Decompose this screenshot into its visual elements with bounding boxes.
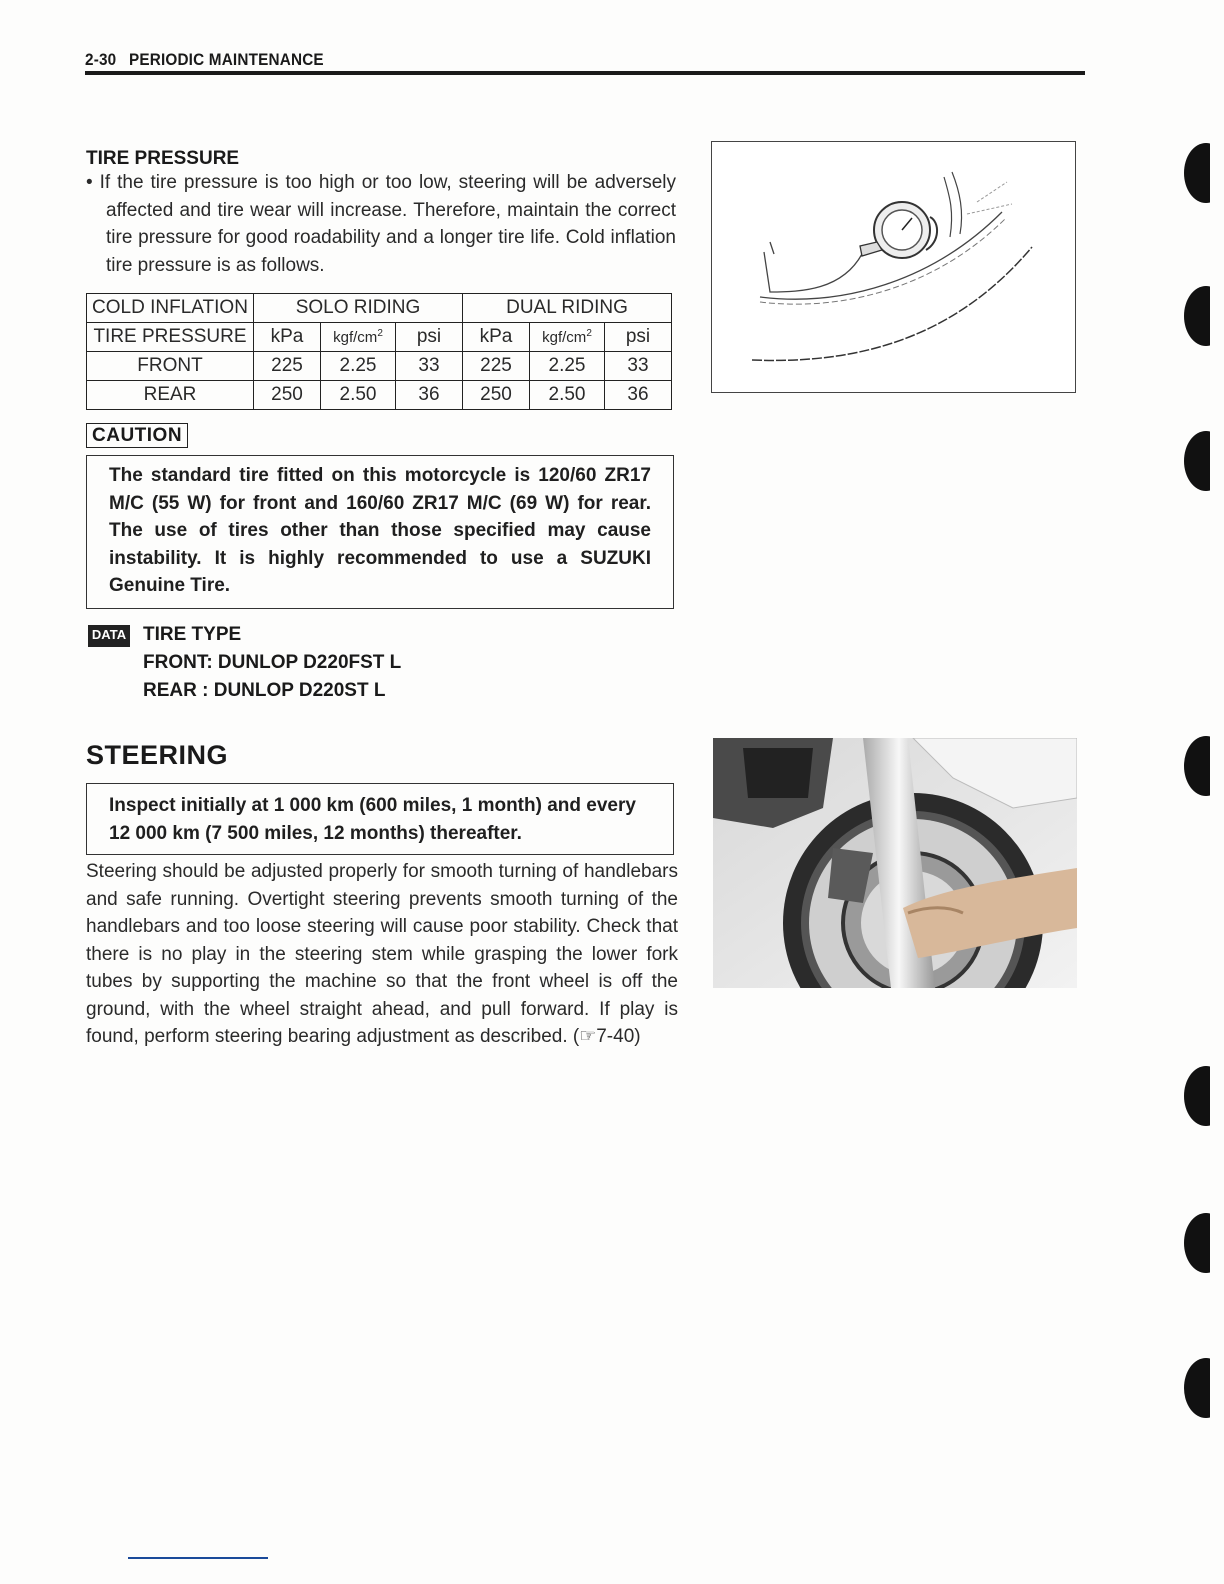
steering-check-photo — [713, 738, 1077, 988]
footer-rule — [128, 1557, 268, 1559]
steering-photo-drawing — [713, 738, 1077, 988]
value-cell: 250 — [254, 381, 321, 410]
dual-riding-header: DUAL RIDING — [463, 294, 672, 323]
table-row-header-2: TIRE PRESSURE — [87, 323, 254, 352]
tire-type-front: FRONT: DUNLOP D220FST L — [143, 652, 402, 673]
page-number: 2-30 — [85, 50, 117, 69]
value-cell: 33 — [396, 352, 463, 381]
tire-gauge-illustration — [711, 141, 1076, 393]
section-tab-marker — [1176, 1063, 1210, 1129]
unit-cell: kgf/$cm^2$ — [321, 323, 396, 352]
unit-cell: psi — [605, 323, 672, 352]
inspect-text: Inspect initially at 1 000 km (600 miles, 1 month) and every 12 000 km (7 500 miles, 12 months) thereafter. — [109, 795, 636, 844]
row-label: FRONT — [87, 352, 254, 381]
table-row — [87, 381, 672, 410]
tire-pressure-table — [86, 293, 672, 410]
tire-gauge-drawing — [712, 142, 1075, 392]
tire-type-rear: REAR : DUNLOP D220ST L — [143, 680, 386, 701]
page-header — [85, 50, 1075, 70]
caution-box — [86, 455, 674, 609]
section-tab-marker — [1176, 140, 1210, 206]
value-cell: 250 — [463, 381, 530, 410]
unit-cell: psi — [396, 323, 463, 352]
value-cell: 2.25 — [530, 352, 605, 381]
chapter-title: PERIODIC MAINTENANCE — [128, 50, 324, 69]
unit-cell: kPa — [254, 323, 321, 352]
value-cell: 225 — [463, 352, 530, 381]
tire-type-heading: TIRE TYPE — [143, 624, 242, 645]
caution-label: CAUTION — [86, 423, 188, 448]
section-tab-marker — [1176, 1355, 1210, 1421]
value-cell: 2.25 — [321, 352, 396, 381]
value-cell: 36 — [605, 381, 672, 410]
inspect-box — [86, 783, 674, 855]
tire-pressure-heading: TIRE PRESSURE — [86, 148, 240, 169]
value-cell: 33 — [605, 352, 672, 381]
section-tab-marker — [1176, 428, 1210, 494]
steering-body: Steering should be adjusted properly for smooth turning of handlebars and safe running. Overtight steering prevents smooth turning of the handlebars and too loose steering will cause poor stability. Check that there is no play in the steering stem while grasping the lower fork tubes by supporting the machine so that the front wheel is off the ground, with the wheel straight ahead, and pull forward. If play is found, perform steering bearing adjustment as described. (☞7-40) — [86, 861, 678, 1047]
section-tab-marker — [1176, 283, 1210, 349]
section-tab-marker — [1176, 733, 1210, 799]
caution-text: The standard tire fitted on this motorcycle is 120/60 ZR17 M/C (55 W) for front and 160/60 ZR17 M/C (69 W) for rear. The use of tires other than those specified may cause instability. It is highly recommended to use a SUZUKI Genuine Tire. — [109, 465, 651, 596]
row-label: REAR — [87, 381, 254, 410]
section-tab-marker — [1176, 1210, 1210, 1276]
header-text — [85, 50, 336, 70]
table-row-header-1: COLD INFLATION — [87, 294, 254, 323]
data-icon: DATA — [88, 625, 130, 647]
header-rule — [85, 71, 1085, 75]
value-cell: 2.50 — [530, 381, 605, 410]
steering-heading: STEERING — [86, 740, 229, 770]
value-cell: 2.50 — [321, 381, 396, 410]
value-cell: 225 — [254, 352, 321, 381]
value-cell: 36 — [396, 381, 463, 410]
tire-pressure-bullet: • If the tire pressure is too high or too low, steering will be adversely affected and tire wear will increase. Therefore, maintain the correct tire pressure for good roadability and a longer tire life. Cold inflation tire pressure is as follows. — [86, 172, 676, 276]
unit-cell: kPa — [463, 323, 530, 352]
solo-riding-header: SOLO RIDING — [254, 294, 463, 323]
table-row — [87, 352, 672, 381]
unit-cell: kgf/$cm^2$ — [530, 323, 605, 352]
